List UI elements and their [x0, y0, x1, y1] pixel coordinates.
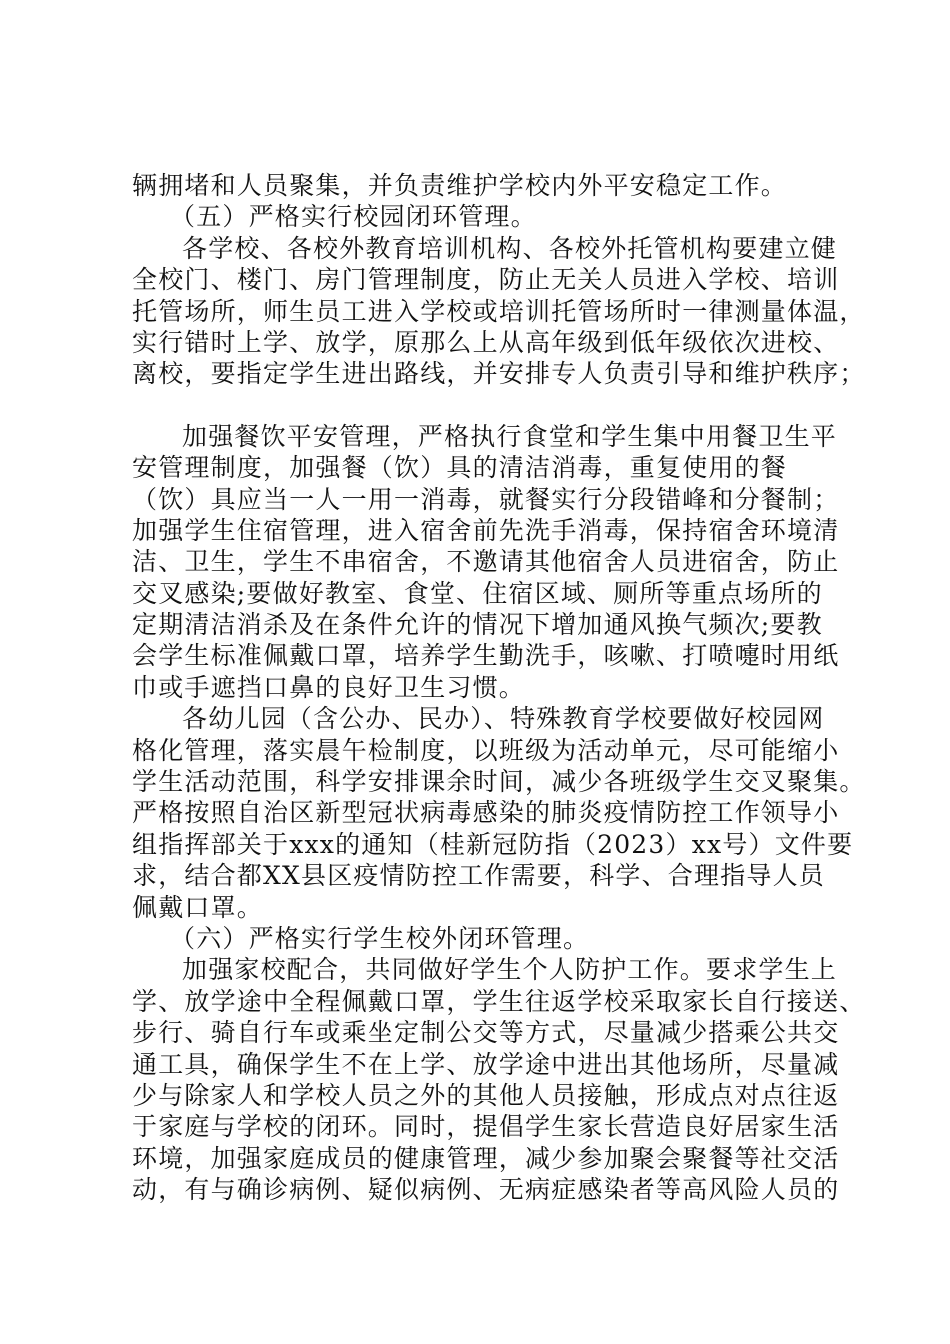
text-line: 严格按照自治区新型冠状病毒感染的肺炎疫情防控工作领导小 [132, 798, 840, 828]
text-line: 学、放学途中全程佩戴口罩，学生往返学校采取家长自行接送、 [132, 986, 866, 1016]
text-line: 实行错时上学、放学，原那么上从高年级到低年级依次进校、 [132, 327, 840, 357]
text-line: 通工具，确保学生不在上学、放学途中进出其他场所，尽量减 [132, 1049, 840, 1079]
text-line: 加强餐饮平安管理，严格执行食堂和学生集中用餐卫生平 [182, 421, 838, 451]
text-line: 安管理制度，加强餐（饮）具的清洁消毒，重复使用的餐 [132, 453, 788, 483]
text-line: 求，结合都XX县区疫情防控工作需要，科学、合理指导人员 [132, 861, 825, 891]
text-line: 学生活动范围，科学安排课余时间，减少各班级学生交叉聚集。 [132, 767, 866, 797]
text-line: 于家庭与学校的闭环。同时，提倡学生家长营造良好居家生活 [132, 1112, 840, 1142]
text-line: 辆拥堵和人员聚集，并负责维护学校内外平安稳定工作。 [132, 171, 788, 200]
text-line: （饮）具应当一人一用一消毒，就餐实行分段错峰和分餐制； [132, 484, 840, 514]
text-line: 格化管理，落实晨午检制度，以班级为活动单元，尽可能缩小 [132, 735, 840, 765]
text-line: 托管场所，师生员工进入学校或培训托管场所时一律测量体温， [132, 296, 866, 326]
text-line: 巾或手遮挡口鼻的良好卫生习惯。 [132, 672, 526, 702]
text-line: 加强家校配合，共同做好学生个人防护工作。要求学生上 [182, 955, 838, 985]
text-line: 各学校、各校外教育培训机构、各校外托管机构要建立健 [182, 233, 838, 263]
text-line: 少与除家人和学校人员之外的其他人员接触，形成点对点往返 [132, 1080, 840, 1110]
text-line: 动，有与确诊病例、疑似病例、无病症感染者等高风险人员的 [132, 1175, 840, 1205]
body-text [132, 170, 866, 1206]
text-line: 会学生标准佩戴口罩，培养学生勤洗手，咳嗽、打喷嚏时用纸 [132, 641, 840, 671]
text-line: 各幼儿园（含公办、民办）、特殊教育学校要做好校园网 [182, 704, 825, 734]
section-heading: （五）严格实行校园闭环管理。 [170, 202, 537, 232]
text-line: 定期清洁消杀及在条件允许的情况下增加通风换气频次;要教 [132, 610, 823, 640]
text-line: 全校门、楼门、房门管理制度，防止无关人员进入学校、培训 [132, 265, 840, 295]
text-line: 洁、卫生，学生不串宿舍，不邀请其他宿舍人员进宿舍，防止 [132, 547, 840, 577]
text-line: 组指挥部关于xxx的通知（桂新冠防指（2023）xx号）文件要 [132, 829, 854, 859]
text-line: 离校，要指定学生进出路线，并安排专人负责引导和维护秩序； [132, 359, 866, 389]
text-line: 交叉感染;要做好教室、食堂、住宿区域、厕所等重点场所的 [132, 578, 823, 608]
text-line: 加强学生住宿管理，进入宿舍前先洗手消毒，保持宿舍环境清 [132, 515, 840, 545]
text-line: 步行、骑自行车或乘坐定制公交等方式，尽量减少搭乘公共交 [132, 1018, 840, 1048]
text-line: 环境，加强家庭成员的健康管理，减少参加聚会聚餐等社交活 [132, 1143, 840, 1173]
section-heading: （六）严格实行学生校外闭环管理。 [170, 923, 590, 953]
text-line: 佩戴口罩。 [132, 892, 264, 922]
